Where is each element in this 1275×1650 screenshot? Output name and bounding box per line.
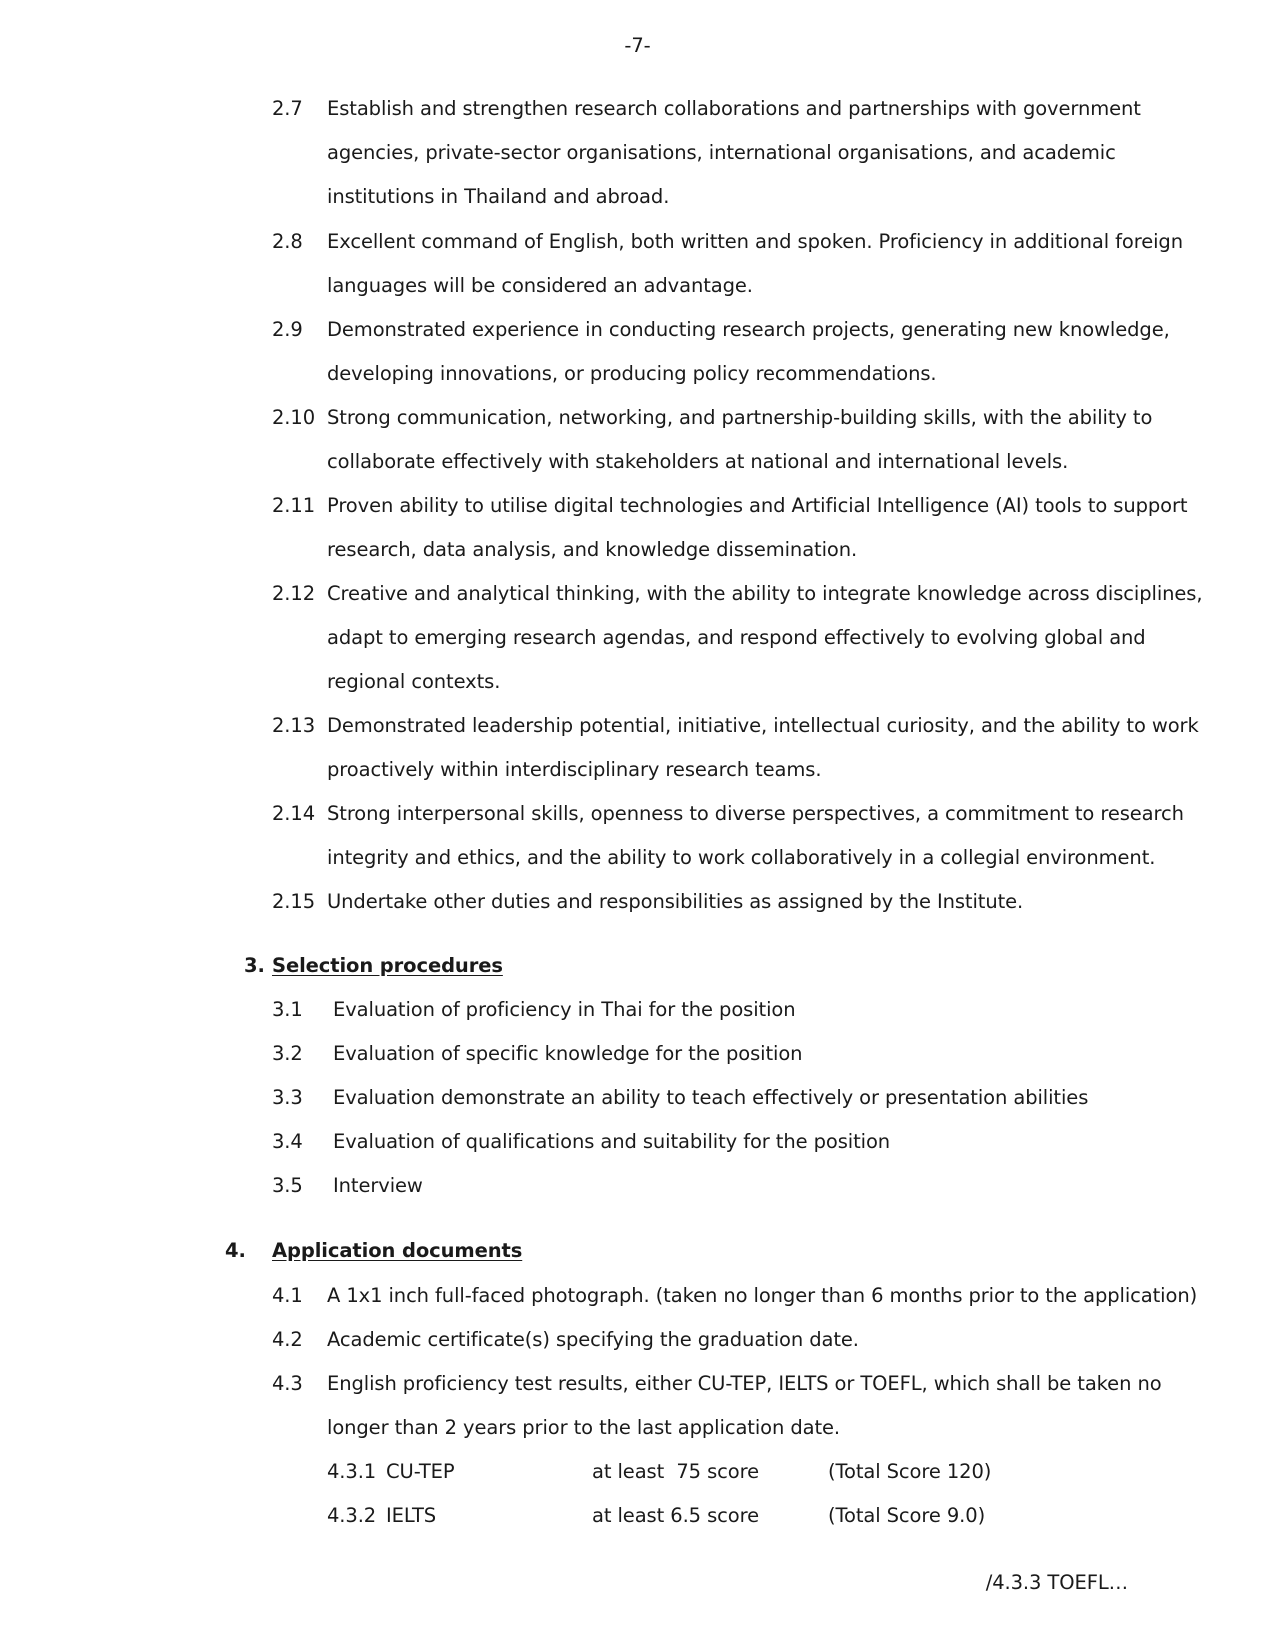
text-line: A 1x1 inch full-faced photograph. (taken no longer than 6 months prior to the application) bbox=[327, 1284, 1198, 1307]
item-number: 2.13 bbox=[272, 714, 316, 737]
item-text bbox=[333, 1130, 1143, 1174]
section-number: 3. bbox=[244, 954, 265, 977]
text-line: Excellent command of English, both written and spoken. Proficiency in additional foreign bbox=[327, 230, 1183, 253]
text-line: Interview bbox=[333, 1174, 423, 1197]
item-number: 2.15 bbox=[272, 890, 316, 913]
text-line: Evaluation demonstrate an ability to teach effectively or presentation abilities bbox=[333, 1086, 1089, 1109]
item-number: 2.10 bbox=[272, 406, 316, 429]
item-text bbox=[327, 406, 1153, 494]
section-title: Application documents bbox=[272, 1239, 523, 1262]
text-line: Proven ability to utilise digital technologies and Artificial Intelligence (AI) tools to support bbox=[327, 494, 1188, 517]
item-text bbox=[327, 1372, 1162, 1460]
score-number: 4.3.1 bbox=[327, 1460, 377, 1483]
item-text bbox=[327, 97, 1141, 229]
text-line: Evaluation of qualifications and suitability for the position bbox=[333, 1130, 891, 1153]
item-text bbox=[327, 1328, 1137, 1372]
item-number: 3.5 bbox=[272, 1174, 303, 1197]
item-text bbox=[327, 230, 1183, 318]
text-line: Strong communication, networking, and partnership-building skills, with the ability to bbox=[327, 406, 1153, 429]
item-number: 3.1 bbox=[272, 998, 303, 1021]
item-text bbox=[333, 998, 1143, 1042]
text-line: proactively within interdisciplinary research teams. bbox=[327, 758, 822, 781]
text-line: regional contexts. bbox=[327, 670, 501, 693]
score-total: (Total Score 120) bbox=[828, 1460, 992, 1483]
score-test: CU-TEP bbox=[386, 1460, 455, 1483]
item-text bbox=[333, 1042, 1143, 1086]
item-text bbox=[327, 582, 1203, 714]
text-line: Demonstrated experience in conducting research projects, generating new knowledge, bbox=[327, 318, 1170, 341]
text-line: Evaluation of proficiency in Thai for the position bbox=[333, 998, 796, 1021]
text-line: adapt to emerging research agendas, and respond effectively to evolving global and bbox=[327, 626, 1146, 649]
item-text bbox=[333, 1174, 1143, 1218]
item-number: 3.3 bbox=[272, 1086, 303, 1109]
item-number: 2.12 bbox=[272, 582, 316, 605]
page-number: -7- bbox=[624, 34, 651, 57]
continuation-note: /4.3.3 TOEFL… bbox=[985, 1571, 1128, 1594]
score-number: 4.3.2 bbox=[327, 1504, 377, 1527]
item-number: 2.9 bbox=[272, 318, 303, 341]
text-line: Academic certificate(s) specifying the graduation date. bbox=[327, 1328, 859, 1351]
score-minimum: at least 6.5 score bbox=[592, 1504, 759, 1527]
text-line: languages will be considered an advantage. bbox=[327, 274, 753, 297]
item-text bbox=[327, 890, 1137, 934]
score-minimum: at least 75 score bbox=[592, 1460, 759, 1483]
text-line: Evaluation of specific knowledge for the position bbox=[333, 1042, 803, 1065]
item-text bbox=[327, 1284, 1198, 1328]
text-line: institutions in Thailand and abroad. bbox=[327, 185, 670, 208]
item-number: 2.8 bbox=[272, 230, 303, 253]
item-number: 2.11 bbox=[272, 494, 316, 517]
item-number: 3.4 bbox=[272, 1130, 303, 1153]
text-line: Demonstrated leadership potential, initiative, intellectual curiosity, and the ability to work bbox=[327, 714, 1199, 737]
text-line: Establish and strengthen research collaborations and partnerships with government bbox=[327, 97, 1141, 120]
text-line: English proficiency test results, either CU-TEP, IELTS or TOEFL, which shall be taken no bbox=[327, 1372, 1162, 1395]
text-line: Strong interpersonal skills, openness to diverse perspectives, a commitment to research bbox=[327, 802, 1184, 825]
item-number: 4.3 bbox=[272, 1372, 303, 1395]
text-line: collaborate effectively with stakeholders at national and international levels. bbox=[327, 450, 1069, 473]
score-test: IELTS bbox=[386, 1504, 437, 1527]
text-line: integrity and ethics, and the ability to work collaboratively in a collegial environment. bbox=[327, 846, 1156, 869]
text-line: Creative and analytical thinking, with the ability to integrate knowledge across disciplines, bbox=[327, 582, 1203, 605]
item-number: 2.14 bbox=[272, 802, 316, 825]
item-text bbox=[327, 318, 1170, 406]
text-line: research, data analysis, and knowledge dissemination. bbox=[327, 538, 858, 561]
section-title: Selection procedures bbox=[272, 954, 503, 977]
text-line: longer than 2 years prior to the last application date. bbox=[327, 1416, 841, 1439]
text-line: developing innovations, or producing policy recommendations. bbox=[327, 362, 937, 385]
text-line: agencies, private-sector organisations, international organisations, and academic bbox=[327, 141, 1116, 164]
item-text bbox=[327, 494, 1188, 582]
item-text bbox=[327, 802, 1184, 890]
item-number: 4.1 bbox=[272, 1284, 303, 1307]
item-number: 3.2 bbox=[272, 1042, 303, 1065]
item-number: 2.7 bbox=[272, 97, 303, 120]
text-line: Undertake other duties and responsibilities as assigned by the Institute. bbox=[327, 890, 1024, 913]
item-text bbox=[327, 714, 1199, 802]
item-number: 4.2 bbox=[272, 1328, 303, 1351]
section-number: 4. bbox=[225, 1239, 246, 1262]
item-text bbox=[333, 1086, 1143, 1130]
score-total: (Total Score 9.0) bbox=[828, 1504, 986, 1527]
